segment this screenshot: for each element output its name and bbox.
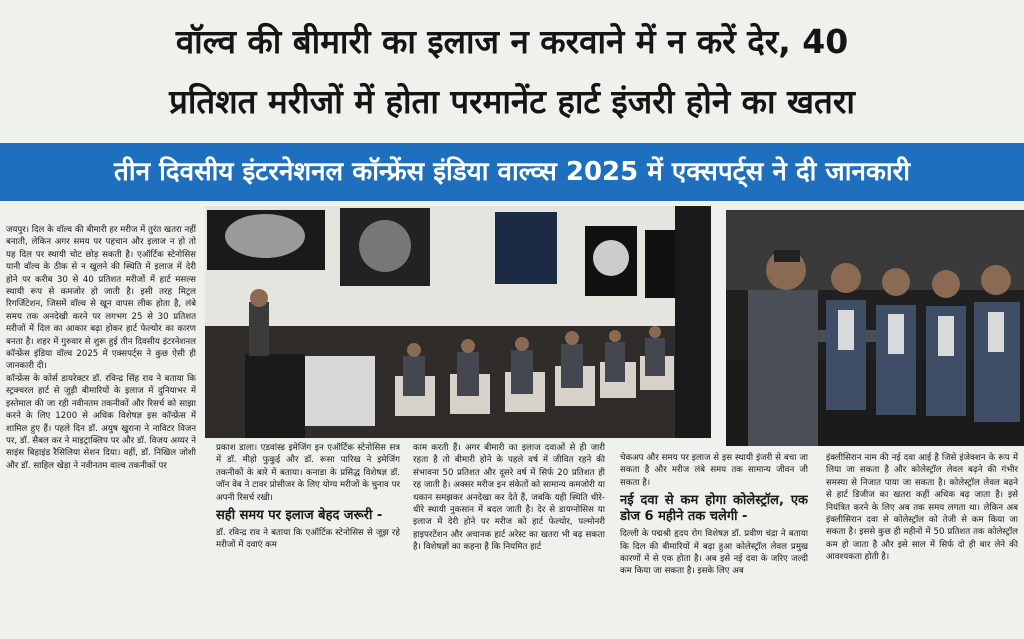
conference-stage-photo bbox=[205, 206, 711, 438]
article-subheading: सही समय पर इलाज बेहद जरूरी - bbox=[216, 508, 383, 524]
article-column-3 bbox=[413, 442, 605, 636]
article-column-2 bbox=[216, 442, 400, 636]
article-column-4 bbox=[620, 452, 808, 636]
article-paragraph: जयपुर। दिल के वॉल्व की बीमारी हर मरीज में तुरंत खतरा नहीं बनाती, लेकिन अगर समय पर पहचान और इलाज न हो तो यह दिल पर स्थायी चोट छोड़ सकती है। एऑर्टिक स्टेनोसिस यानी वॉल्व के ठीक से न खुलने की स्थिति में इलाज में देरी होने पर करीब 30 से 40 प्रतिशत मरीजों में हार्ट मसल्स स्थायी रूप से कमजोर हो जाती है। इसी तरह मिट्रल रिगर्जिटेशन, जिसमें वॉल्व से खून वापस लीक होता है, लंबे समय तक अनदेखी करने पर लगभग 25 से 30 प्रतिशत मरीजों में दिल का आकार बढ़ा होकर हार्ट फेल्योर का कारण बनता है। शहर में गुरुवार से शुरू हुई तीन दिवसीय इंटरनेशनल कॉन्फ्रेंस इंडिया वॉल्व 2025 में एक्सपर्ट्स ने कुछ ऐसी ही जानकारी दी। bbox=[6, 225, 196, 372]
article-paragraph: प्रकाश डाला। एडवांस्ड इमेजिंग इन एऑर्टिक स्टेनोसिस सत्र में डॉ. मीहो फुकुई और डॉ. रूसा पारिख ने इमेजिंग तकनीकों के बारे में बताया। कनाडा के प्रसिद्ध विशेषज्ञ डॉ. जॉन वेब ने टावर प्रोसीजर के लिए योग्य मरीजों के चुनाव पर अपनी रिसर्च रखी। bbox=[216, 443, 400, 503]
speaker-panel-photo bbox=[726, 210, 1024, 446]
article-subheading: नई दवा से कम होगा कोलेस्ट्रॉल, एक डोज 6 महीने तक चलेगी - bbox=[620, 493, 808, 525]
article-paragraph: इंक्लीसिरान नाम की नई दवा आई है जिसे इंजेक्शन के रूप में लिया जा सकता है और कोलेस्ट्रॉल लेवल बढ़ने की गंभीर समस्या से निजात पाया जा सकता है। कोलेस्ट्रॉल लेवल बढ़ने से हार्ट डिजीज का खतरा कहीं अधिक बढ़ जाता है। इसे नियंत्रित करने के लिए अब तक समय लगता था। लेकिन अब इंक्लीसिरान दवा से कोलेस्ट्रॉल को तेजी से कम किया जा सकता है। इससे कुछ ही महीनों में 50 प्रतिशत तक कोलेस्ट्रॉल कम हो जाता है और इसे साल में सिर्फ दो ही बार लेने की आवश्यकता होती है। bbox=[826, 453, 1018, 563]
headline-block bbox=[0, 0, 1024, 143]
headline-line-2: प्रतिशत मरीजों में होता परमानेंट हार्ट इंजरी होने का खतरा bbox=[169, 82, 855, 121]
article-paragraph: दिल्ली के पद्मश्री हृदय रोग विशेषज्ञ डॉ. प्रवीण चंद्रा ने बताया कि दिल की बीमारियों में बढ़ा हुआ कोलेस्ट्रॉल लेवल प्रमुख कारणों में से एक होता है। अब इसे नई दवा के जरिए जल्दी कम किया जा सकता है। इसके लिए अब bbox=[620, 529, 808, 577]
article-column-5 bbox=[826, 452, 1018, 636]
article-paragraph: चेकअप और समय पर इलाज से इस स्थायी इंजरी से बचा जा सकता है और मरीज लंबे समय तक सामान्य जीवन जी सकता है। bbox=[620, 453, 808, 488]
headline-line-1: वॉल्व की बीमारी का इलाज न करवाने में न करें देर, 40 bbox=[175, 22, 849, 61]
article-column-1 bbox=[6, 224, 196, 636]
article-paragraph: डॉ. रविन्द्र राव ने बताया कि एऑर्टिक स्टेनोसिस से जूझ रहे मरीजों में दवाएं कम bbox=[216, 528, 400, 551]
article-paragraph: काम करती हैं। अगर बीमारी का इलाज दवाओं से ही जारी रहता है तो बीमारी होने के पहले वर्ष में जीवित रहने की संभावना 50 प्रतिशत और दूसरे वर्ष में सिर्फ 20 प्रतिशत ही रह जाती है। अक्सर मरीज इन संकेतों को सामान्य कमजोरी या थकान समझकर अनदेखा कर देते हैं, जबकि यही स्थिति धीरे-धीरे स्थायी नुकसान में बदल जाती है। देर से डायग्नोसिस या इलाज में देरी होने पर मरीज को हार्ट फेल्योर, पल्मोनरी हाइपरटेंशन और अचानक हार्ट अरेस्ट का खतरा भी बढ़ सकता है। विशेषज्ञों का कहना है कि नियमित हार्ट bbox=[413, 443, 605, 553]
subheadline-banner: तीन दिवसीय इंटरनेशनल कॉन्फ्रेंस इंडिया वाल्व्स 2025 में एक्सपर्ट्स ने दी जानकारी bbox=[0, 143, 1024, 201]
article-paragraph: कॉन्फ्रेंस के कोर्स डायरेक्टर डॉ. रविन्द्र सिंह राव ने बताया कि स्ट्रक्चरल हार्ट से जुड़ी बीमारियों के इलाज में दुनियाभर में इस्तेमाल की जा रही नवीनतम तकनीकों और रिसर्च को साझा करने के लिए 1200 से अधिक विशेषज्ञ इस कॉन्फ्रेंस में शामिल हुए हैं। पहले दिन डॉ. अयुष खुराना ने नाविटर विजन पर, डॉ. सैबल कर ने माइट्राक्लिप पर और डॉ. विजय अय्यर ने साइंस बिहाइंड रैसिलिया सेशन दिया। वहीं, डॉ. निखिल जोशी और डॉ. साहिल खेड़ा ने नवीनतम वाल्व तकनीकों पर bbox=[6, 373, 196, 471]
